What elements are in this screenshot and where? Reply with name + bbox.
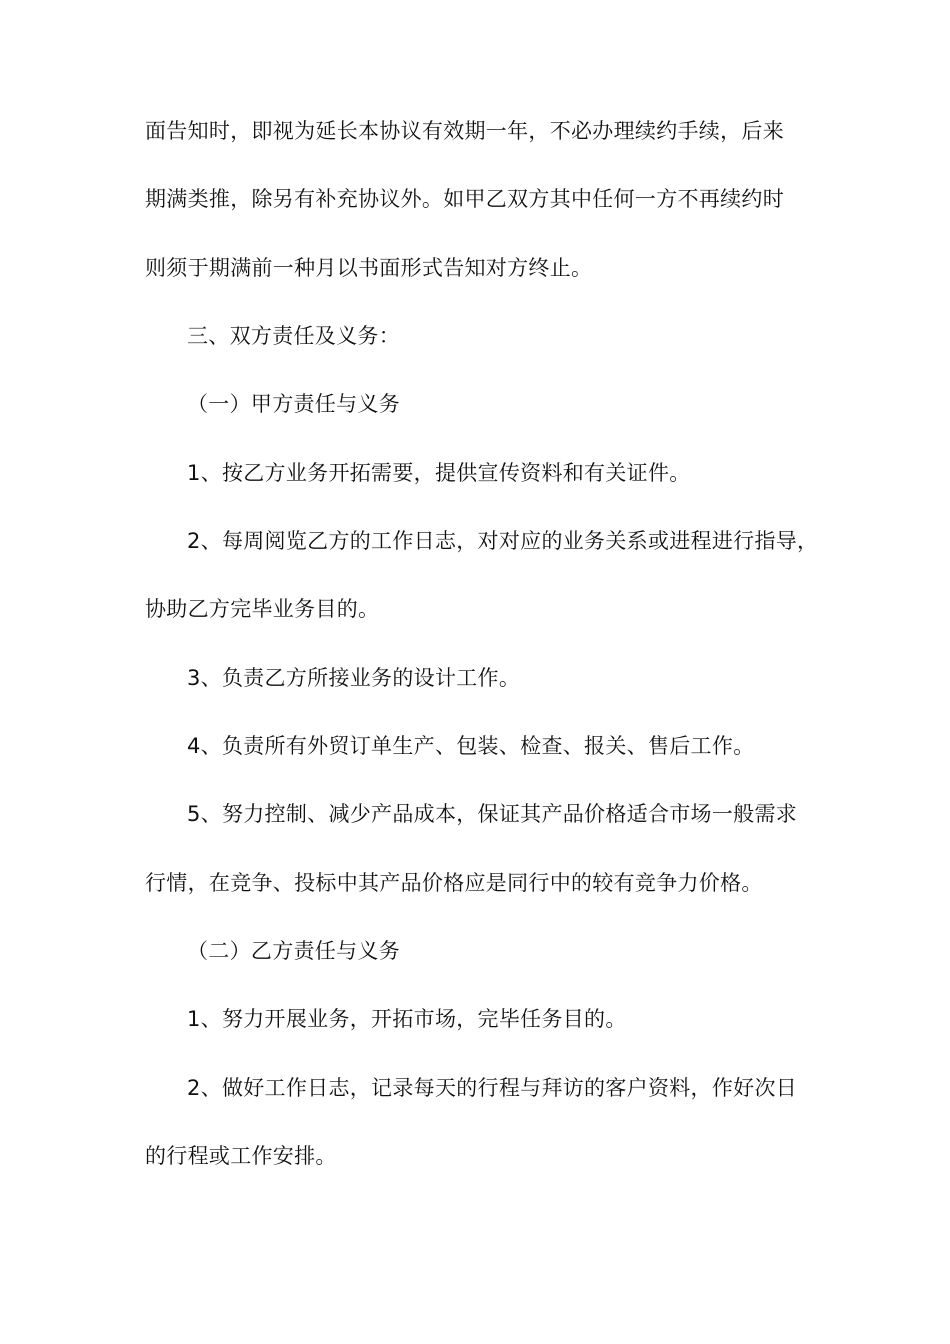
list-item-continuation: 协助乙方完毕业务目的。 bbox=[145, 597, 380, 621]
paragraph-line: 期满类推，除另有补充协议外。如甲乙双方其中任何一方不再续约时 bbox=[145, 187, 784, 211]
list-item-continuation: 的行程或工作安排。 bbox=[145, 1144, 337, 1168]
subsection-heading: （二）乙方责任与义务 bbox=[187, 939, 400, 963]
subsection-heading: （一）甲方责任与义务 bbox=[187, 392, 400, 416]
list-item: 3、负责乙方所接业务的设计工作。 bbox=[187, 666, 521, 690]
list-item: 2、做好工作日志，记录每天的行程与拜访的客户资料，作好次日 bbox=[187, 1076, 798, 1100]
list-item: 1、努力开展业务，开拓市场，完毕任务目的。 bbox=[187, 1007, 627, 1031]
list-item: 4、负责所有外贸订单生产、包装、检查、报关、售后工作。 bbox=[187, 734, 755, 758]
section-heading: 三、双方责任及义务： bbox=[187, 324, 400, 348]
paragraph-line: 则须于期满前一种月以书面形式告知对方终止。 bbox=[145, 256, 593, 280]
paragraph-line: 面告知时，即视为延长本协议有效期一年，不必办理续约手续，后来 bbox=[145, 119, 784, 143]
list-item: 2、每周阅览乙方的工作日志，对对应的业务关系或进程进行指导， bbox=[187, 529, 819, 553]
list-item-continuation: 行情，在竞争、投标中其产品价格应是同行中的较有竞争力价格。 bbox=[145, 871, 763, 895]
list-item: 1、按乙方业务开拓需要，提供宣传资料和有关证件。 bbox=[187, 461, 691, 485]
list-item: 5、努力控制、减少产品成本，保证其产品价格适合市场一般需求 bbox=[187, 802, 798, 826]
